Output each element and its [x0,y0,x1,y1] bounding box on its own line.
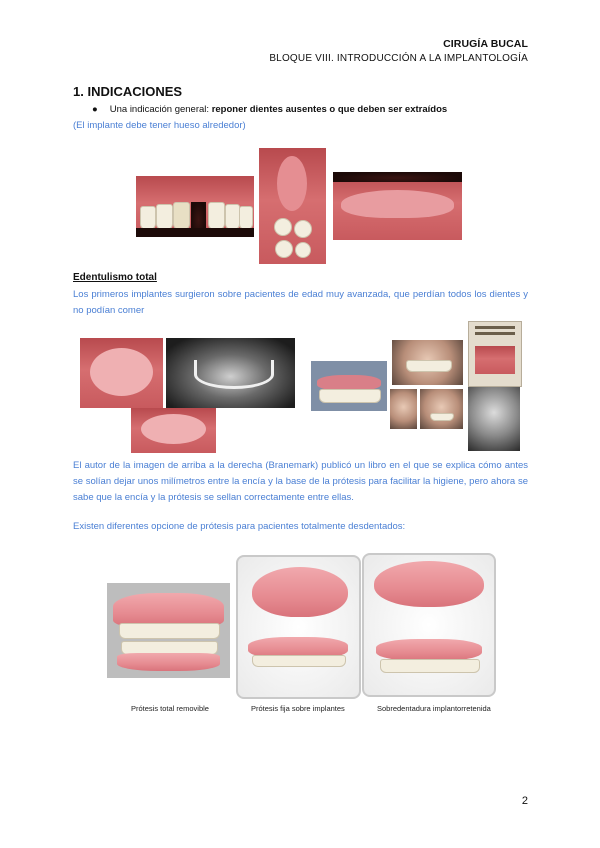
photo-lower-edentulous-arch [131,408,216,453]
edentulism-paragraph-1: Los primeros implantes surgieron sobre pacientes de edad muy avanzada, que perdían todos los dientes y no podían comer [73,289,528,316]
bullet-prefix: Una indicación general: [109,104,212,115]
photo-removable-denture [107,583,230,678]
header-block: BLOQUE VIII. INTRODUCCIÓN A LA IMPLANTOLOGÍA [269,53,528,64]
photo-missing-tooth [136,176,254,237]
photo-smile [392,340,463,385]
illustration-overdenture [362,553,496,697]
page-number: 2 [521,795,528,807]
bullet-item [92,104,447,115]
section-title: 1. INDICACIONES [73,84,183,99]
implant-note: (El implante debe tener hueso alrededor) [73,120,246,131]
bullet-bold-text: reponer dientes ausentes o que deben ser extraídos [211,104,448,115]
photo-implant-bridge [311,361,387,411]
photo-face-left [390,389,417,429]
caption-removable: Prótesis total removible [131,704,209,713]
edentulism-paragraph-3: Existen diferentes opcione de prótesis para pacientes totalmente desdentados: [73,521,406,532]
header-course: CIRUGÍA BUCAL [443,38,528,50]
caption-fixed: Prótesis fija sobre implantes [251,704,345,713]
photo-branemark-portrait [468,387,520,451]
caption-overdenture: Sobredentadura implantorretenida [377,704,491,713]
edentulism-paragraph-2: El autor de la imagen de arriba a la derecha (Branemark) publicó un libro en el que se explica cómo antes se solían dejar unos milímetros entre la encía y la base de la prótesis para facilitar la higiene, pero ahora se sabe que la encía y la prótesis se sellan correctamente entre ellas. [73,460,528,503]
photo-branemark-book [468,321,522,387]
edentulism-heading: Edentulismo total [73,272,157,283]
photo-palate-implants [259,148,326,264]
photo-panoramic-xray [166,338,295,408]
illustration-fixed-prosthesis [236,555,361,699]
photo-upper-edentulous-arch [80,338,163,408]
bullet-dot-icon: ● [92,104,98,115]
photo-face-right [420,389,463,429]
photo-edentulous-ridge [333,172,462,240]
